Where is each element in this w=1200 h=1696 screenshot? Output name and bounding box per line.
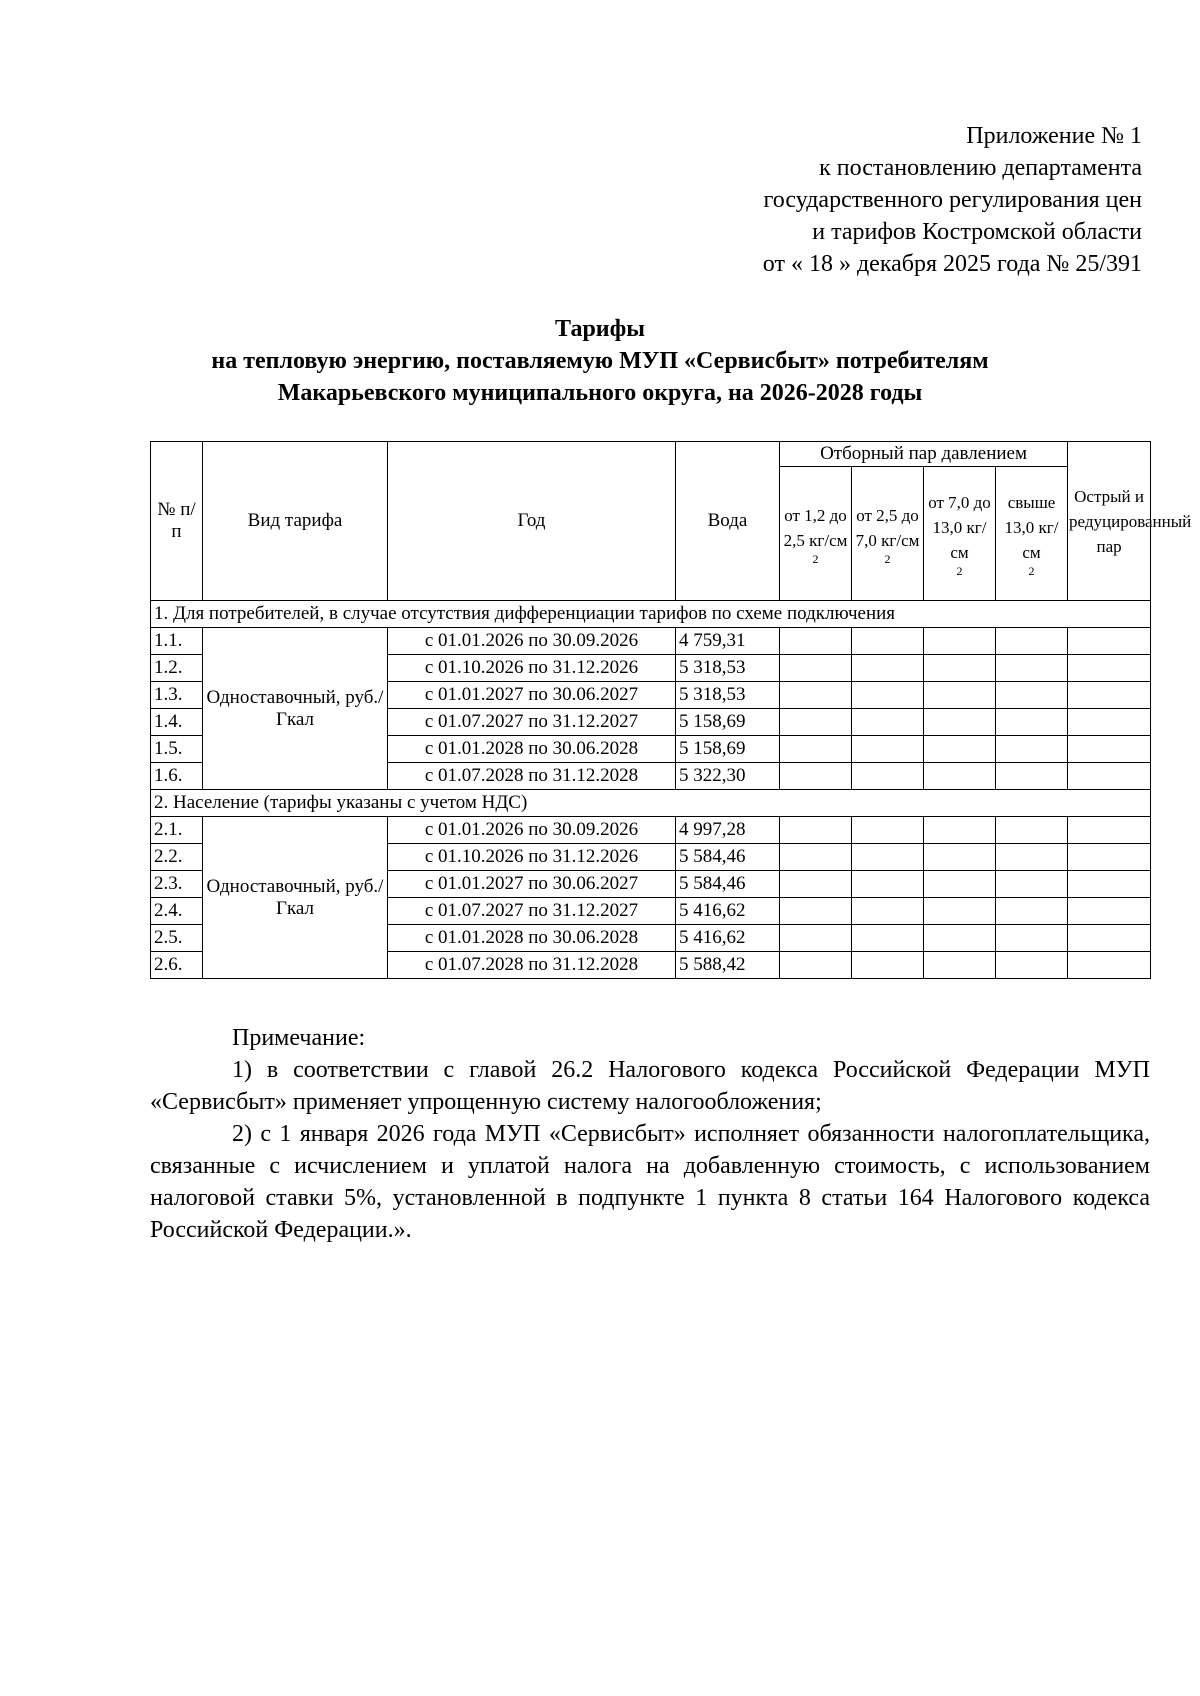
empty-cell bbox=[780, 817, 852, 844]
appendix-line: и тарифов Костромской области bbox=[812, 219, 1142, 245]
empty-cell bbox=[1068, 763, 1151, 790]
row-water: 5 584,46 bbox=[676, 871, 780, 898]
appendix-line: Приложение № 1 bbox=[966, 123, 1142, 149]
empty-cell bbox=[780, 655, 852, 682]
row-num: 1.6. bbox=[151, 763, 203, 790]
empty-cell bbox=[924, 736, 996, 763]
empty-cell bbox=[1068, 628, 1151, 655]
title-line: на тепловую энергию, поставляемую МУП «Сервисбыт» потребителям bbox=[211, 348, 989, 374]
row-period: с 01.01.2028 по 30.06.2028 bbox=[388, 925, 676, 952]
row-water: 5 318,53 bbox=[676, 682, 780, 709]
row-num: 2.4. bbox=[151, 898, 203, 925]
empty-cell bbox=[1068, 682, 1151, 709]
row-water: 5 318,53 bbox=[676, 655, 780, 682]
empty-cell bbox=[924, 817, 996, 844]
section-title: 2. Население (тарифы указаны с учетом НДС) bbox=[151, 790, 1151, 817]
empty-cell bbox=[852, 628, 924, 655]
header-num: № п/п bbox=[151, 442, 203, 601]
tariff-table bbox=[150, 441, 1192, 979]
empty-cell bbox=[924, 709, 996, 736]
empty-cell bbox=[1068, 736, 1151, 763]
header-steam-col-text: от 7,0 до 13,0 кг/см bbox=[928, 493, 991, 562]
row-water: 5 584,46 bbox=[676, 844, 780, 871]
tariff-kind: Одноставочный, руб./Гкал bbox=[203, 628, 388, 790]
empty-cell bbox=[1068, 871, 1151, 898]
empty-cell bbox=[852, 709, 924, 736]
row-period: с 01.10.2026 по 31.12.2026 bbox=[388, 655, 676, 682]
empty-cell bbox=[780, 628, 852, 655]
empty-cell bbox=[996, 628, 1068, 655]
notes-heading: Примечание: bbox=[232, 1025, 366, 1051]
empty-cell bbox=[1068, 898, 1151, 925]
title-line: Макарьевского муниципального округа, на 2026-2028 годы bbox=[277, 380, 923, 406]
row-num: 2.2. bbox=[151, 844, 203, 871]
empty-cell bbox=[996, 844, 1068, 871]
empty-cell bbox=[996, 871, 1068, 898]
row-water: 5 416,62 bbox=[676, 925, 780, 952]
empty-cell bbox=[924, 763, 996, 790]
row-period: с 01.01.2027 по 30.06.2027 bbox=[388, 682, 676, 709]
notes-block bbox=[150, 1022, 1150, 1246]
empty-cell bbox=[780, 898, 852, 925]
empty-cell bbox=[1068, 709, 1151, 736]
row-num: 2.5. bbox=[151, 925, 203, 952]
row-water: 4 759,31 bbox=[676, 628, 780, 655]
row-period: с 01.10.2026 по 31.12.2026 bbox=[388, 844, 676, 871]
row-period: с 01.01.2026 по 30.09.2026 bbox=[388, 817, 676, 844]
row-period: с 01.01.2028 по 30.06.2028 bbox=[388, 736, 676, 763]
empty-cell bbox=[924, 871, 996, 898]
empty-cell bbox=[852, 817, 924, 844]
row-period: с 01.01.2026 по 30.09.2026 bbox=[388, 628, 676, 655]
empty-cell bbox=[780, 952, 852, 979]
header-steam-col-sup: 2 bbox=[956, 564, 963, 578]
row-num: 1.3. bbox=[151, 682, 203, 709]
appendix-line: к постановлению департамента bbox=[819, 155, 1142, 181]
row-num: 1.5. bbox=[151, 736, 203, 763]
empty-cell bbox=[1068, 952, 1151, 979]
empty-cell bbox=[852, 871, 924, 898]
header-steam-col bbox=[924, 467, 996, 601]
empty-cell bbox=[1068, 817, 1151, 844]
empty-cell bbox=[924, 898, 996, 925]
header-steam-col bbox=[780, 467, 852, 601]
empty-cell bbox=[852, 898, 924, 925]
row-water: 5 158,69 bbox=[676, 736, 780, 763]
header-steam-col-sup: 2 bbox=[812, 551, 819, 566]
note-item: 2) с 1 января 2026 года МУП «Сервисбыт» исполняет обязанности налогоплательщика, связанные с исчислением и уплатой налога на добавленную стоимость, с использованием налоговой ставки 5%, установленной в подпункте 1 пункта 8 статьи 164 Налогового кодекса Российской Федерации.». bbox=[150, 1121, 1150, 1243]
row-num: 2.6. bbox=[151, 952, 203, 979]
appendix-line: государственного регулирования цен bbox=[763, 187, 1142, 213]
empty-cell bbox=[852, 925, 924, 952]
empty-cell bbox=[780, 682, 852, 709]
empty-cell bbox=[852, 655, 924, 682]
row-period: с 01.01.2027 по 30.06.2027 bbox=[388, 871, 676, 898]
row-water: 4 997,28 bbox=[676, 817, 780, 844]
header-kind: Вид тарифа bbox=[203, 442, 388, 601]
empty-cell bbox=[996, 709, 1068, 736]
row-period: с 01.07.2027 по 31.12.2027 bbox=[388, 898, 676, 925]
appendix-line: от « 18 » декабря 2025 года № 25/391 bbox=[762, 251, 1142, 277]
empty-cell bbox=[780, 763, 852, 790]
row-water: 5 158,69 bbox=[676, 709, 780, 736]
empty-cell bbox=[996, 898, 1068, 925]
empty-cell bbox=[852, 844, 924, 871]
row-num: 1.4. bbox=[151, 709, 203, 736]
empty-cell bbox=[852, 763, 924, 790]
empty-cell bbox=[924, 925, 996, 952]
empty-cell bbox=[996, 682, 1068, 709]
section-title: 1. Для потребителей, в случае отсутствия дифференциации тарифов по схеме подключения bbox=[151, 601, 1151, 628]
empty-cell bbox=[924, 844, 996, 871]
empty-cell bbox=[996, 925, 1068, 952]
row-water: 5 416,62 bbox=[676, 898, 780, 925]
row-water: 5 588,42 bbox=[676, 952, 780, 979]
empty-cell bbox=[996, 817, 1068, 844]
empty-cell bbox=[852, 952, 924, 979]
empty-cell bbox=[996, 736, 1068, 763]
header-water: Вода bbox=[676, 442, 780, 601]
row-water: 5 322,30 bbox=[676, 763, 780, 790]
table-row bbox=[151, 817, 1151, 844]
empty-cell bbox=[996, 655, 1068, 682]
empty-cell bbox=[996, 763, 1068, 790]
header-sharp-steam: Острый и редуцированный пар bbox=[1068, 442, 1151, 601]
empty-cell bbox=[780, 736, 852, 763]
empty-cell bbox=[924, 952, 996, 979]
document-title bbox=[150, 313, 1050, 409]
table-row bbox=[151, 628, 1151, 655]
empty-cell bbox=[780, 709, 852, 736]
empty-cell bbox=[780, 844, 852, 871]
title-line: Тарифы bbox=[555, 316, 645, 342]
header-steam-group: Отборный пар давлением bbox=[780, 442, 1068, 467]
appendix-block bbox=[582, 120, 1142, 280]
header-steam-col bbox=[852, 467, 924, 601]
header-steam-col-sup: 2 bbox=[1028, 564, 1035, 578]
empty-cell bbox=[924, 655, 996, 682]
row-period: с 01.07.2028 по 31.12.2028 bbox=[388, 952, 676, 979]
header-steam-col-text: от 2,5 до 7,0 кг/см bbox=[855, 505, 920, 550]
row-period: с 01.07.2028 по 31.12.2028 bbox=[388, 763, 676, 790]
row-num: 2.1. bbox=[151, 817, 203, 844]
note-item: 1) в соответствии с главой 26.2 Налогового кодекса Российской Федерации МУП «Сервисбыт» применяет упрощенную систему налогообложения; bbox=[150, 1057, 1150, 1115]
empty-cell bbox=[852, 736, 924, 763]
empty-cell bbox=[924, 682, 996, 709]
empty-cell bbox=[996, 952, 1068, 979]
header-steam-col-text: свыше 13,0 кг/см bbox=[1004, 493, 1059, 562]
header-steam-col-sup: 2 bbox=[884, 551, 891, 566]
empty-cell bbox=[1068, 925, 1151, 952]
row-period: с 01.07.2027 по 31.12.2027 bbox=[388, 709, 676, 736]
header-year: Год bbox=[388, 442, 676, 601]
empty-cell bbox=[924, 628, 996, 655]
empty-cell bbox=[1068, 655, 1151, 682]
empty-cell bbox=[780, 925, 852, 952]
header-steam-col bbox=[996, 467, 1068, 601]
row-num: 2.3. bbox=[151, 871, 203, 898]
empty-cell bbox=[1068, 844, 1151, 871]
header-steam-col-text: от 1,2 до 2,5 кг/см bbox=[783, 505, 848, 550]
empty-cell bbox=[780, 871, 852, 898]
row-num: 1.1. bbox=[151, 628, 203, 655]
empty-cell bbox=[852, 682, 924, 709]
tariff-kind: Одноставочный, руб./Гкал bbox=[203, 817, 388, 979]
row-num: 1.2. bbox=[151, 655, 203, 682]
